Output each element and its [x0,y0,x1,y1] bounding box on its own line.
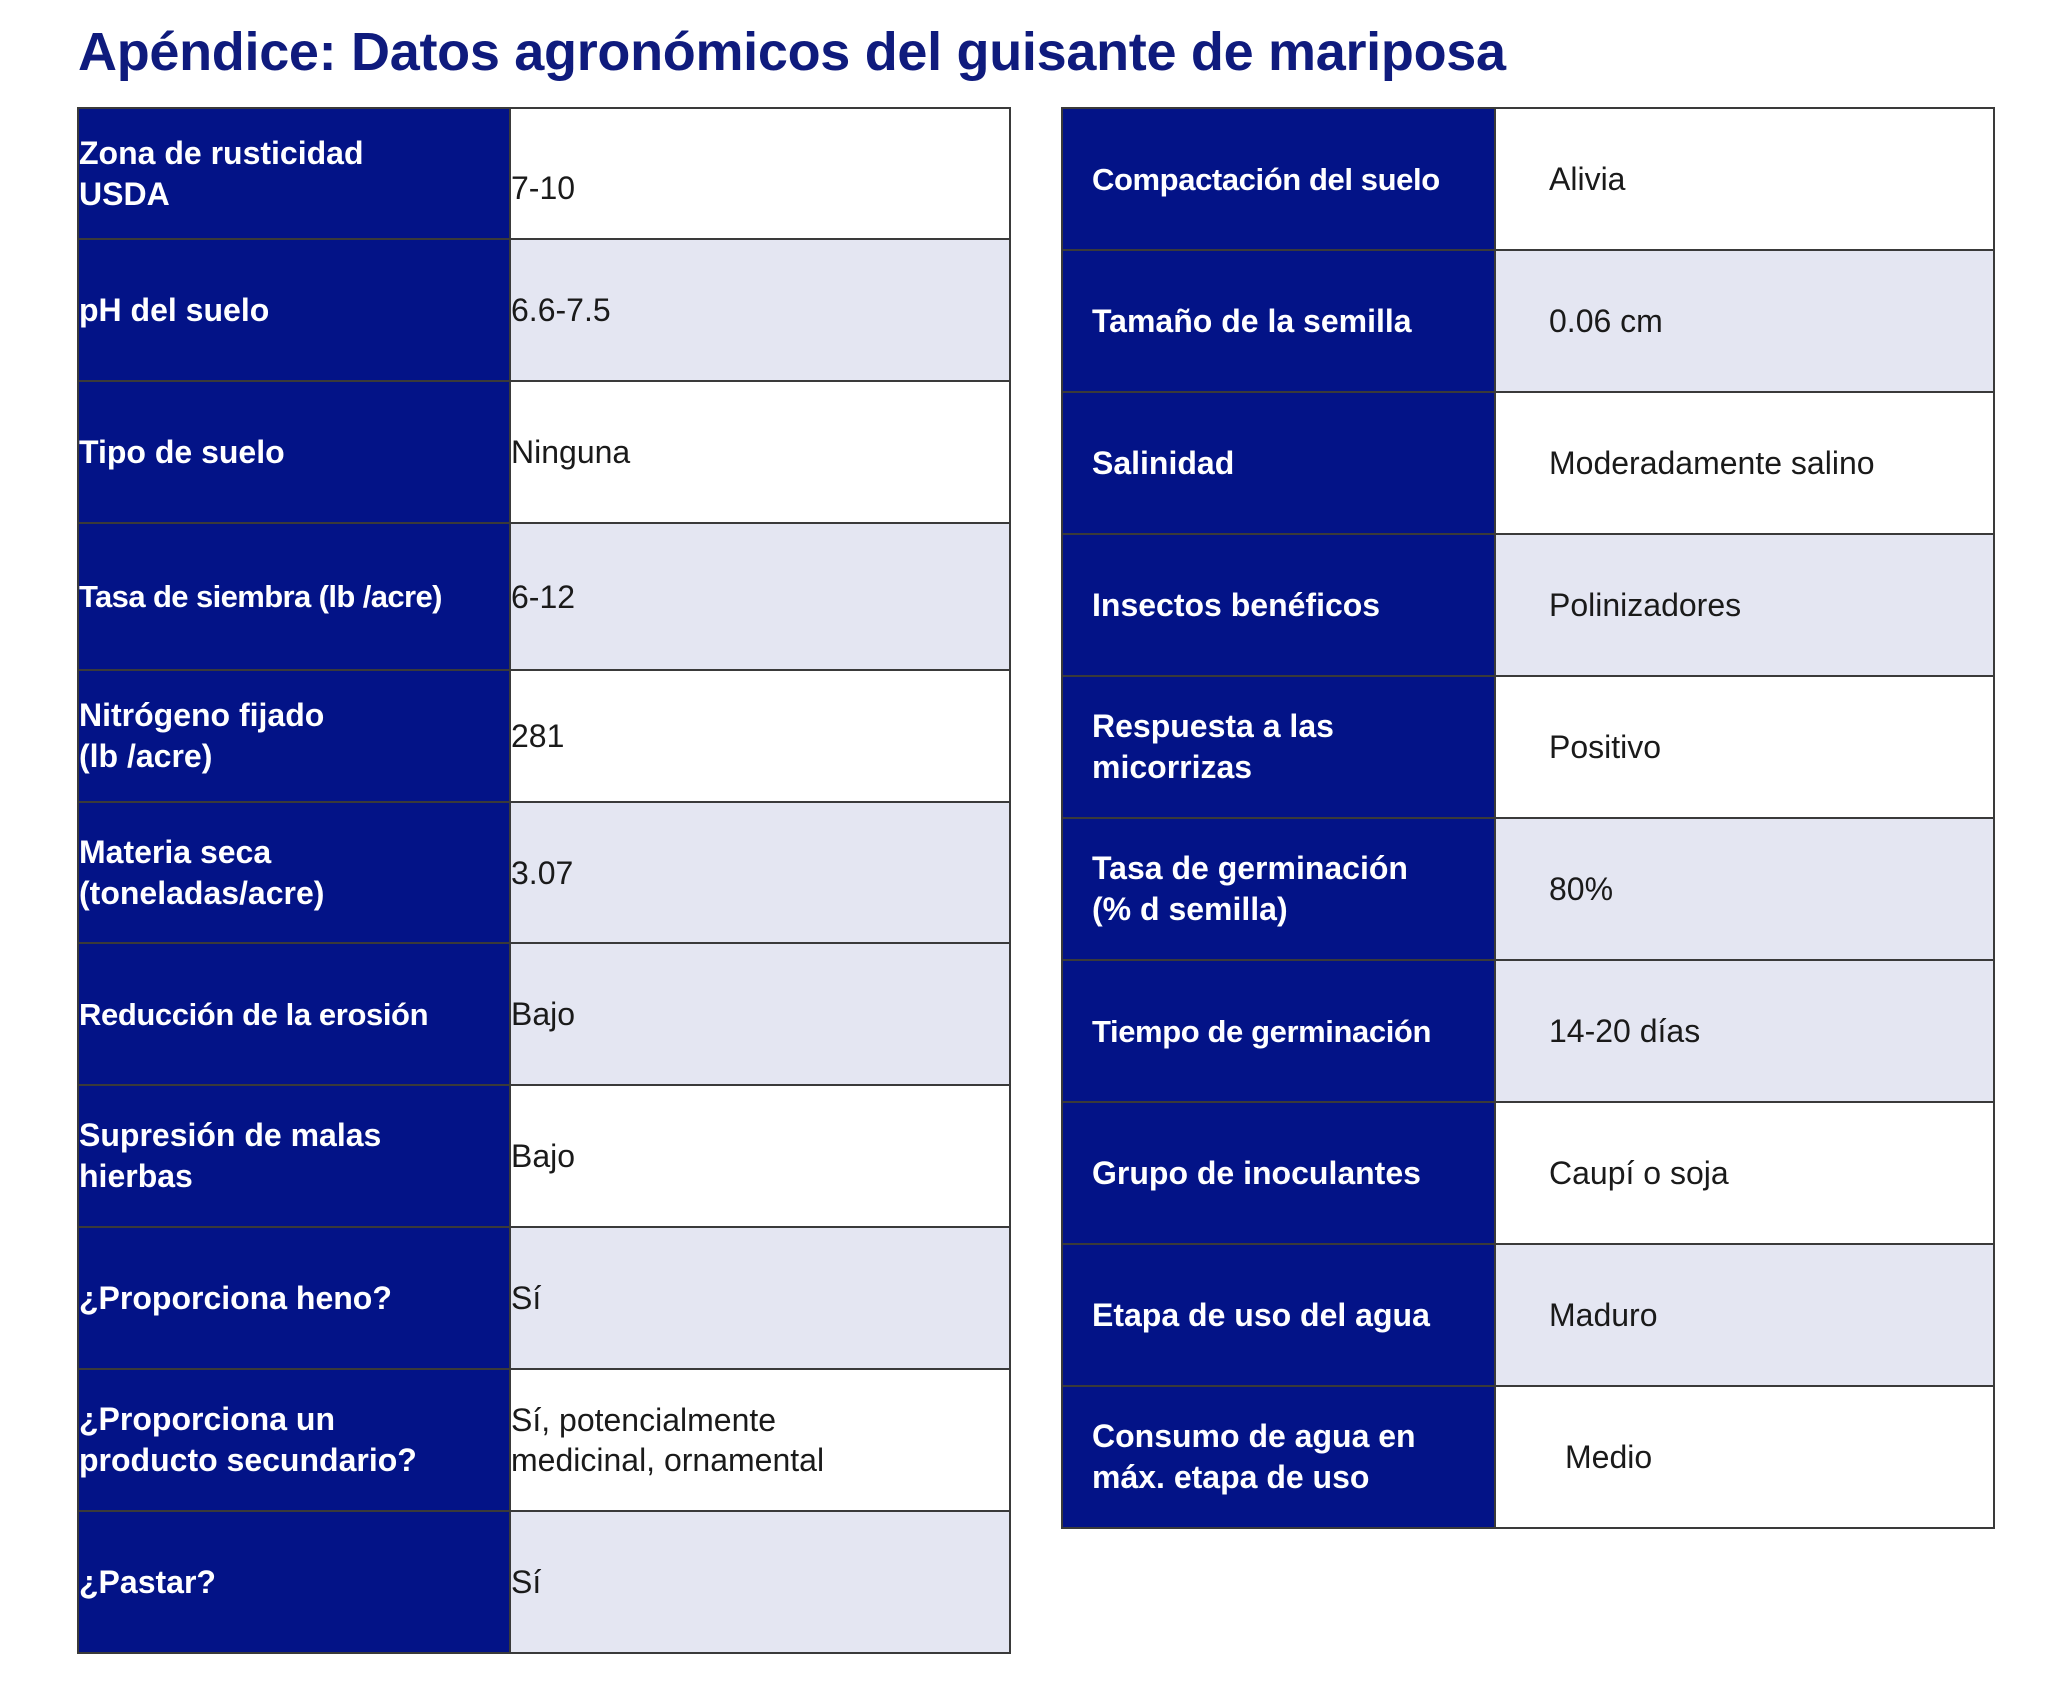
table-row [78,670,1010,802]
table-row [1062,250,1994,392]
table-row [1062,1244,1994,1386]
row-value-nitrogen-fixed: 281 [510,670,1010,802]
label-text: Consumo de agua en máx. etapa de uso [1092,1418,1416,1495]
row-value-beneficial-insects: Polinizadores [1495,534,1994,676]
row-label-seeding-rate: Tasa de siembra (lb /acre) [78,523,510,670]
label-text: Materia seca (toneladas/acre) [79,833,325,911]
row-value-seed-size: 0.06 cm [1495,250,1994,392]
row-label-water-consumption [1062,1386,1495,1528]
label-text: Tasa de germinación (% d semilla) [1092,850,1408,927]
row-value-usda-zone: 7-10 [510,108,1010,239]
label-text: Respuesta a las micorrizas [1092,708,1334,785]
left-data-table [77,107,1011,1654]
row-value-salinity: Moderadamente salino [1495,392,1994,534]
row-label-usda-zone [78,108,510,239]
row-value-weed-suppression: Bajo [510,1085,1010,1227]
row-value-inoculant-group: Caupí o soja [1495,1102,1994,1244]
table-row [1062,392,1994,534]
table-row [1062,108,1994,250]
row-value-grazing: Sí [510,1511,1010,1653]
row-label-nitrogen-fixed [78,670,510,802]
row-label-grazing: ¿Pastar? [78,1511,510,1653]
row-value-soil-compaction: Alivia [1495,108,1994,250]
row-label-mycorrhizal-response [1062,676,1495,818]
row-label-soil-ph: pH del suelo [78,239,510,381]
table-row [1062,534,1994,676]
row-value-provides-hay: Sí [510,1227,1010,1369]
table-row [78,1369,1010,1511]
label-text: Supresión de malas hierbas [79,1117,382,1194]
right-data-table [1061,107,1995,1529]
table-row [1062,676,1994,818]
table-row [78,108,1010,239]
row-label-secondary-product [78,1369,510,1511]
label-text: Nitrógeno fijado (lb /acre) [79,697,325,774]
row-value-secondary-product [510,1369,1010,1511]
row-value-water-use-stage: Maduro [1495,1244,1994,1386]
table-row [1062,818,1994,960]
row-label-seed-size: Tamaño de la semilla [1062,250,1495,392]
row-value-soil-type: Ninguna [510,381,1010,523]
row-label-weed-suppression [78,1085,510,1227]
table-row [78,943,1010,1085]
table-row [1062,960,1994,1102]
row-label-beneficial-insects: Insectos benéficos [1062,534,1495,676]
row-value-erosion-reduction: Bajo [510,943,1010,1085]
row-value-soil-ph: 6.6-7.5 [510,239,1010,381]
label-text: Zona de rusticidad USDA [79,134,364,212]
row-value-germination-time: 14-20 días [1495,960,1994,1102]
value-text: Sí, potencialmente medicinal, ornamental [511,1402,825,1478]
label-text: ¿Proporciona un producto secundario? [79,1401,417,1478]
row-value-germination-rate: 80% [1495,818,1994,960]
table-row [78,381,1010,523]
row-label-soil-type: Tipo de suelo [78,381,510,523]
row-value-water-consumption: Medio [1495,1386,1994,1528]
row-value-dry-matter: 3.07 [510,802,1010,943]
table-row [78,1227,1010,1369]
row-label-germination-time: Tiempo de germinación [1062,960,1495,1102]
table-row [78,1511,1010,1653]
row-value-mycorrhizal-response: Positivo [1495,676,1994,818]
row-label-inoculant-group: Grupo de inoculantes [1062,1102,1495,1244]
table-row [1062,1102,1994,1244]
row-label-provides-hay: ¿Proporciona heno? [78,1227,510,1369]
table-row [78,239,1010,381]
table-row [78,802,1010,943]
row-label-germination-rate [1062,818,1495,960]
table-row [1062,1386,1994,1528]
row-label-water-use-stage: Etapa de uso del agua [1062,1244,1495,1386]
row-label-soil-compaction: Compactación del suelo [1062,108,1495,250]
table-row [78,523,1010,670]
row-label-erosion-reduction: Reducción de la erosión [78,943,510,1085]
row-label-salinity: Salinidad [1062,392,1495,534]
table-row [78,1085,1010,1227]
row-value-seeding-rate: 6-12 [510,523,1010,670]
row-label-dry-matter [78,802,510,943]
page-title: Apéndice: Datos agronómicos del guisante de mariposa [78,22,1506,82]
